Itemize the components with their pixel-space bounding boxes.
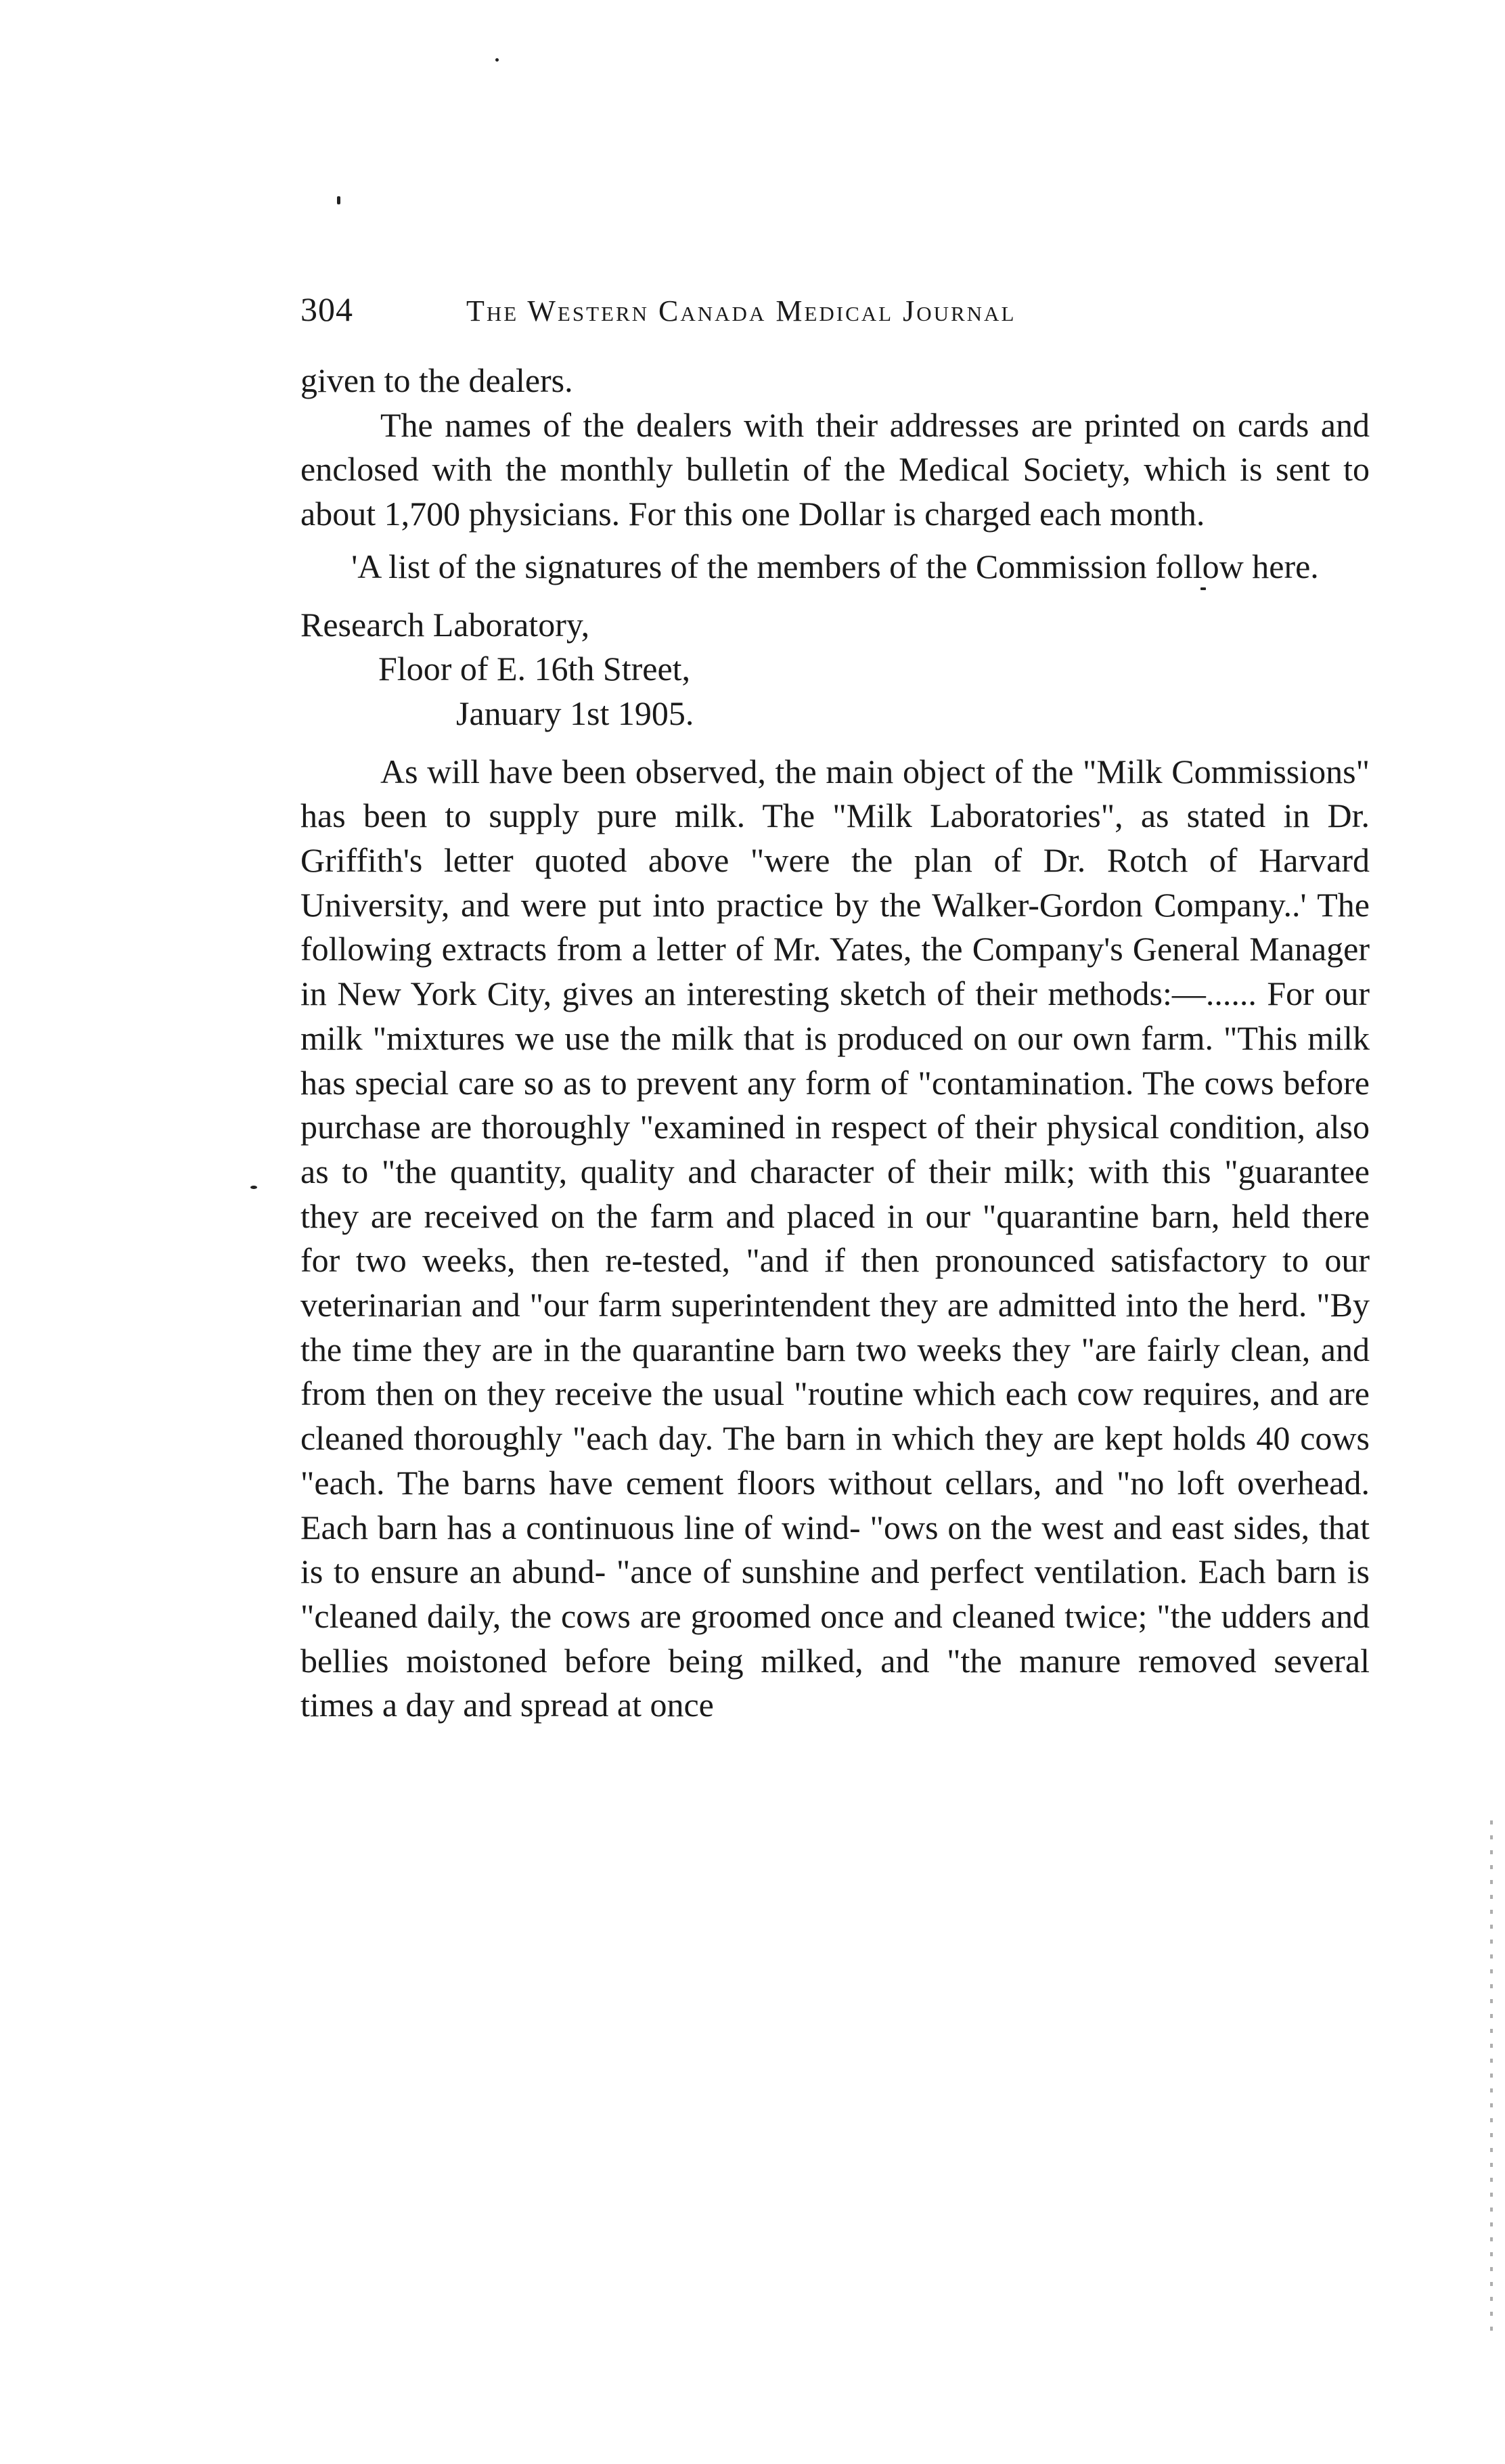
page-body: [300, 359, 1370, 1728]
address-line-1: Research Laboratory,: [300, 605, 590, 644]
address-line-2: Floor of E. 16th Street,: [378, 650, 691, 688]
ink-speck: [495, 58, 499, 62]
ink-speck: [337, 196, 340, 204]
paragraph-signatures-note: 'A list of the signatures of the members of the Commission follow here.: [351, 547, 1319, 585]
scan-edge-artifact: [1490, 1820, 1493, 2335]
paragraph-dealers: The names of the dealers with their addresses are printed on cards and enclosed with the monthly bulletin of the Medical Society, which is sent to about 1,700 physicians. For this one Dollar is charged each month.: [300, 405, 1370, 533]
paragraph-continuation: given to the dealers.: [300, 361, 573, 399]
running-title: The Western Canada Medical Journal: [466, 294, 1016, 328]
ink-speck: [250, 1186, 257, 1189]
address-line-3: January 1st 1905.: [456, 694, 694, 732]
page-number: 304: [300, 290, 353, 328]
paragraph-milk-commissions: As will have been observed, the main object of the "Milk Commissions" has been to supply pure milk. The "Milk Laboratories", as stated in Dr. Griffith's letter quoted above "were the plan of Dr. Rotch of Harvard University, and were put into practice by the Walker-Gordon Company..' The following extracts from a letter of Mr. Yates, the Company's General Manager in New York City, gives an interesting sketch of their methods:—...... For our milk "mixtures we use the milk that is produced on our own farm. "This milk has special care so as to prevent any form of "contamination. The cows before purchase are thoroughly "examined in respect of their physical condition, also as to "the quantity, quality and character of their milk; with this "guarantee they are received on the farm and placed in our "quarantine barn, held there for two weeks, then re-tested, "and if then pronounced satisfactory to our veterinarian and "our farm superintendent they are admitted into the herd. "By the time they are in the quarantine barn two weeks they "are fairly clean, and from then on they receive the usual "routine which each cow requires, and are cleaned thoroughly "each day. The barn in which they are kept holds 40 cows "each. The barns have cement floors without cellars, and "no loft overhead. Each barn has a continuous line of wind- "ows on the west and east sides, that is to ensure an abund- "ance of sunshine and perfect ventilation. Each barn is "cleaned daily, the cows are groomed once and cleaned twice; "the udders and bellies moistoned before being milked, and "the manure removed several times a day and spread at once: [300, 752, 1370, 1724]
page-header: [300, 290, 1370, 337]
